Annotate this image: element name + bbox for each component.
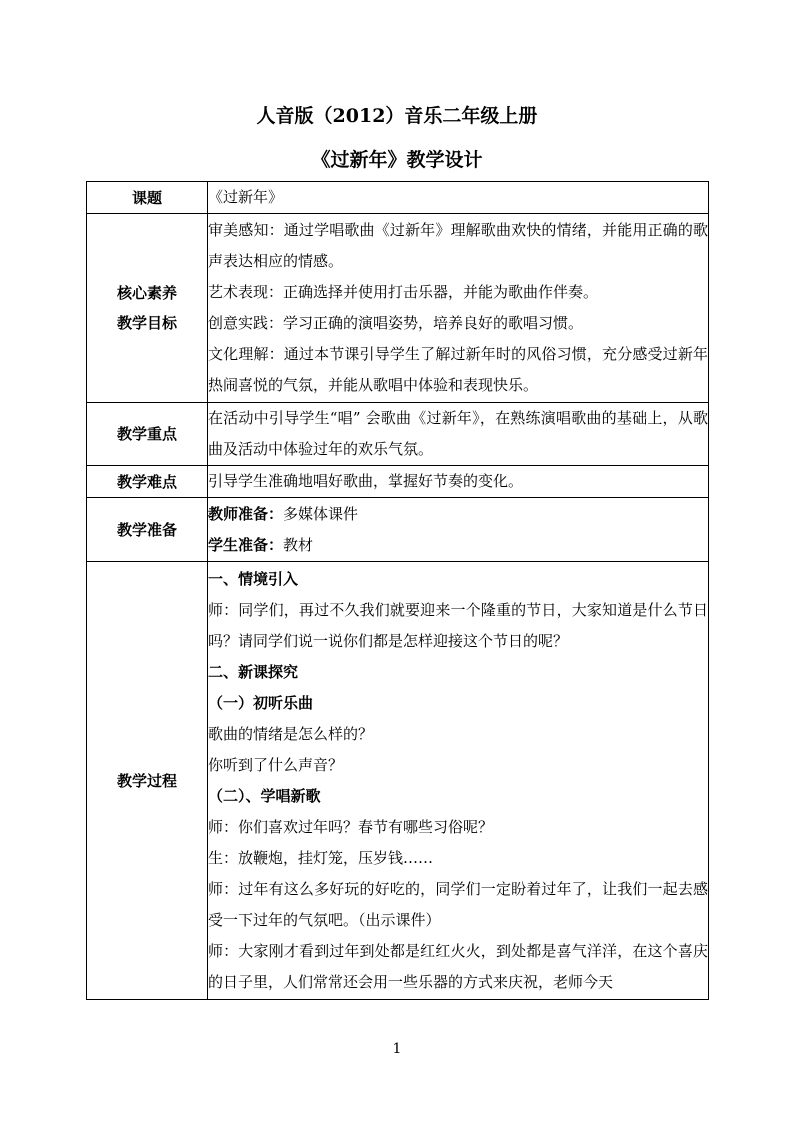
table-row: [87, 403, 709, 466]
goal-culture: 文化理解：通过本节课引导学生了解过新年时的风俗习惯，充分感受过新年热闹喜悦的气氛，并能从歌唱中体验和表现快乐。: [208, 345, 708, 394]
preparation-content: [208, 498, 709, 562]
label-topic: 课题: [87, 182, 208, 214]
topic-value: 《过新年》: [208, 182, 709, 214]
teacher-preparation: 教师准备：多媒体课件: [208, 504, 359, 523]
document-subtitle: 《过新年》教学设计: [311, 149, 483, 171]
paragraph: 生：放鞭炮，挂灯笼，压岁钱……: [208, 848, 434, 867]
lesson-plan-table: [86, 181, 709, 1000]
document-title: 人音版（2012）音乐二年级上册: [256, 105, 538, 127]
page-number: 1: [392, 1041, 402, 1057]
section-heading: 二、新课探究: [208, 662, 299, 681]
paragraph: 歌曲的情绪是怎么样的？: [208, 724, 374, 743]
table-row: [87, 182, 709, 214]
label-key-points: 教学重点: [87, 403, 208, 466]
paragraph: 师：同学们，再过不久我们就要迎来一个隆重的节日，大家知道是什么节日吗？请同学们说一说你们都是怎样迎接这个节日的呢？: [208, 600, 708, 650]
table-row: [87, 214, 709, 403]
table-row: [87, 498, 709, 562]
goal-expression: 艺术表现：正确选择并使用打击乐器，并能为歌曲作伴奏。: [208, 283, 599, 301]
paragraph: 师：大家刚才看到过年到处都是红红火火，到处都是喜气洋洋，在这个喜庆的日子里，人们常常还会用一些乐器的方式来庆祝，老师今天: [208, 941, 708, 991]
goals-content: [208, 214, 709, 403]
paragraph: 你听到了什么声音？: [208, 755, 344, 774]
process-content: [208, 562, 709, 1000]
table-row: [87, 562, 709, 1000]
student-preparation: 学生准备：教材: [208, 535, 314, 554]
label-process: 教学过程: [87, 562, 208, 1000]
paragraph: 师：你们喜欢过年吗？春节有哪些习俗呢？: [208, 817, 494, 836]
subsection-heading: （一）初听乐曲: [208, 693, 314, 712]
difficulties-content: 引导学生准确地唱好歌曲，掌握好节奏的变化。: [208, 466, 709, 498]
label-preparation: 教学准备: [87, 498, 208, 562]
goal-aesthetic: 审美感知：通过学唱歌曲《过新年》理解歌曲欢快的情绪，并能用正确的歌声表达相应的情感。: [208, 221, 708, 270]
table-row: [87, 466, 709, 498]
label-difficulties: 教学难点: [87, 466, 208, 498]
label-goals: 核心素养 教学目标: [87, 214, 208, 403]
goal-creative: 创意实践：学习正确的演唱姿势，培养良好的歌唱习惯。: [208, 314, 584, 332]
subsection-heading: （二）、学唱新歌: [208, 786, 321, 805]
paragraph: 师：过年有这么多好玩的好吃的，同学们一定盼着过年了，让我们一起去感受一下过年的气氛吧。（出示课件）: [208, 879, 708, 929]
key-points-content: 在活动中引导学生“唱” 会歌曲《过新年》，在熟练演唱歌曲的基础上，从歌曲及活动中体验过年的欢乐气氛。: [208, 403, 709, 466]
section-heading: 一、情境引入: [208, 569, 299, 588]
